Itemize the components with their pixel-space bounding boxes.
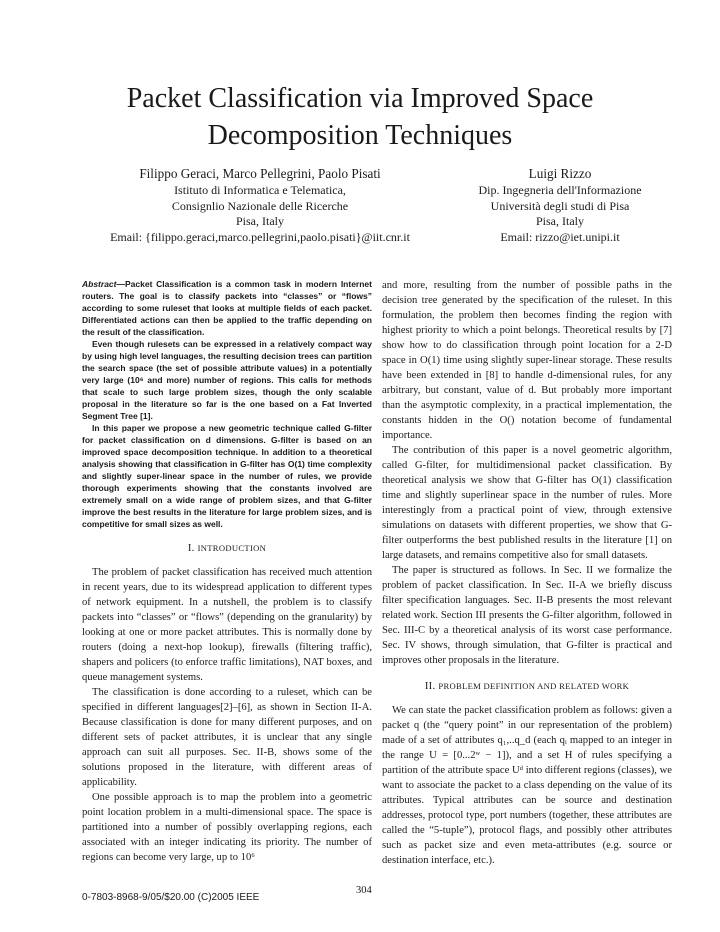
body-paragraph: and more, resulting from the number of possible paths in the decision tree generated by the specification of the ruleset. In this formulation, the problem then becomes finding the region with highest priority to which a point belongs. Theoretical results by [7] show how to do classification through point location for a 2-D space in O(1) time using slightly super-linear storage. These results have been extended in [8] to handle d-dimensional rules, for any arbitrary, but constant, value of d. But probably more important than the asymptotic complexity, in a practical implementation, the constants hidden in the O() notation become of fundamental importance. [382,280,672,441]
body-paragraph: The paper is structured as follows. In Sec. II we formalize the problem of packet classification. In Sec. II-A we briefly discuss filter specification languages. Sec. II-B presents the most relevant related work. Section III presents the G-filter algorithm, followed in Sec. III-C by a theoretical analysis of its worst case performance. Sec. IV shows, through simulation, that G-filter is practical and improves other proposals in the literature. [382,565,672,666]
body-paragraph: One possible approach is to map the problem into a geometric point location problem in a multi-dimensional space. The space is partitioned into a number of possibly overlapping regions, each associated with an integer indicating its priority. The number of regions can become very large, up to 10⁶ [82,792,372,863]
section-title: INTRODUCTION [197,543,267,553]
section-heading-problem-definition [382,679,672,694]
copyright-notice: 0-7803-8968-9/05/$20.00 (C)2005 IEEE [82,892,260,903]
abstract-text: Packet Classification is a common task in modern Internet routers. The goal is to classify packets into “classes” or “flows” according to some ruleset that looks at multiple fields of each packet. Differentiated actions can then be applied to the traffic depending on the result of the classification. [82,279,372,337]
introduction-body-continued [382,278,672,668]
author-affiliation: Pisa, Italy [536,214,584,229]
page-number: 304 [356,885,372,896]
right-column [382,278,672,868]
author-affiliation: Pisa, Italy [236,214,284,229]
author-affiliation: Consignlio Nazionale delle Ricerche [171,198,349,213]
section-number: II. [424,681,436,692]
author-block-2 [440,166,680,245]
abstract [82,278,372,530]
body-paragraph: The contribution of this paper is a novel geometric algorithm, called G-filter, for multidimensional packet classification. By theoretical analysis we show that G-filter has O(1) classification time and slightly superlinear space in the number of rules. More interestingly from a practical point of view, through extensive simulations on datasets with different properties, we show that G-filter outperforms the best published results in the literature [1] on large datasets, and remains competitive also for small datasets. [382,445,672,561]
left-column [82,278,372,865]
author-email: Email: {filippo.geraci,marco.pellegrini,paolo.pisati}@iit.cnr.it [110,229,410,244]
author-email: Email: rizzo@iet.unipi.it [500,229,620,244]
author-affiliation: Università degli studi di Pisa [490,198,630,213]
section-title: PROBLEM DEFINITION AND RELATED WORK [438,681,630,691]
abstract-label: Abstract— [82,279,125,289]
title-line-1: Packet Classification via Improved Space [126,83,594,114]
body-paragraph: The problem of packet classification has received much attention in recent years, due to its widespread application to different types of network equipment. In a nutshell, the problem is to classify packets into “classes” or “flows” (depending on the granularity) by looking at one or more packet attributes. This is normally done by routers (doing a next-hop lookup), firewalls (filtering traffic), shapers and policers (to enforce traffic limitations), NAT boxes, and queue management systems. [82,567,372,683]
author-names: Luigi Rizzo [528,166,592,181]
title-line-2: Decomposition Techniques [207,120,513,151]
body-paragraph: The classification is done according to a ruleset, which can be specified in different languages[2]–[6], as shown in Section II-A. Because classification is done for many different purposes, and on different sets of packet attributes, it is unclear that any single approach can suit all purposes. Sec. II-B, shows some of the solutions proposed in the literature, with different areas of applicability. [82,687,372,788]
author-affiliation: Dip. Ingegneria dell'Informazione [478,183,642,198]
abstract-paragraph: Even though rulesets can be expressed in a relatively compact way by using high level languages, the resulting decision trees can partition the search space (the set of possible attribute values) in a potentially very large (10⁶ and more) number of regions. This calls for methods that scale to such large problem sizes, though the only scalable proposal in the literature so far is the one based on a Fat Inverted Segment Tree [1]. [82,339,372,421]
body-paragraph: We can state the packet classification problem as follows: given a packet q (the “query point” in our representation of the problem) made of a set of attributes q₁,..q_d (each qᵢ mapped to an integer in the range U = [0...2ʷ − 1]), and a set H of rules specifying a partition of the attribute space Uᵈ into different regions (classes), we want to associate the packet to a class depending on the value of its attributes. Typical attributes can be source and destination addresses, protocol type, port numbers (together, these attributes are called the “5-tuple”), protocol flags, and possibly other attributes such as packet size and even meta-attributes (e.g. source or destination interface, etc.). [382,705,672,866]
section-number: I. [187,543,195,554]
author-affiliation: Istituto di Informatica e Telematica, [174,183,346,198]
abstract-paragraph: In this paper we propose a new geometric technique called G-filter for packet classification on d dimensions. G-filter is based on an improved space decomposition technique. In addition to a theoretical analysis showing that classification in G-filter has O(1) time complexity and slightly super-linear space in the number of rules, we provide thorough experiments showing that the constants involved are extremely small on a wide range of problem sizes, and that G-filter improve the best results in the literature for large problem sizes, and is competitive for small sizes as well. [82,423,372,529]
author-block-1 [90,166,430,245]
abstract-paragraph [82,278,372,338]
introduction-body [82,565,372,865]
paper-title [0,80,720,154]
author-names: Filippo Geraci, Marco Pellegrini, Paolo Pisati [139,166,381,181]
section-heading-introduction [82,541,372,556]
problem-definition-body [382,703,672,868]
